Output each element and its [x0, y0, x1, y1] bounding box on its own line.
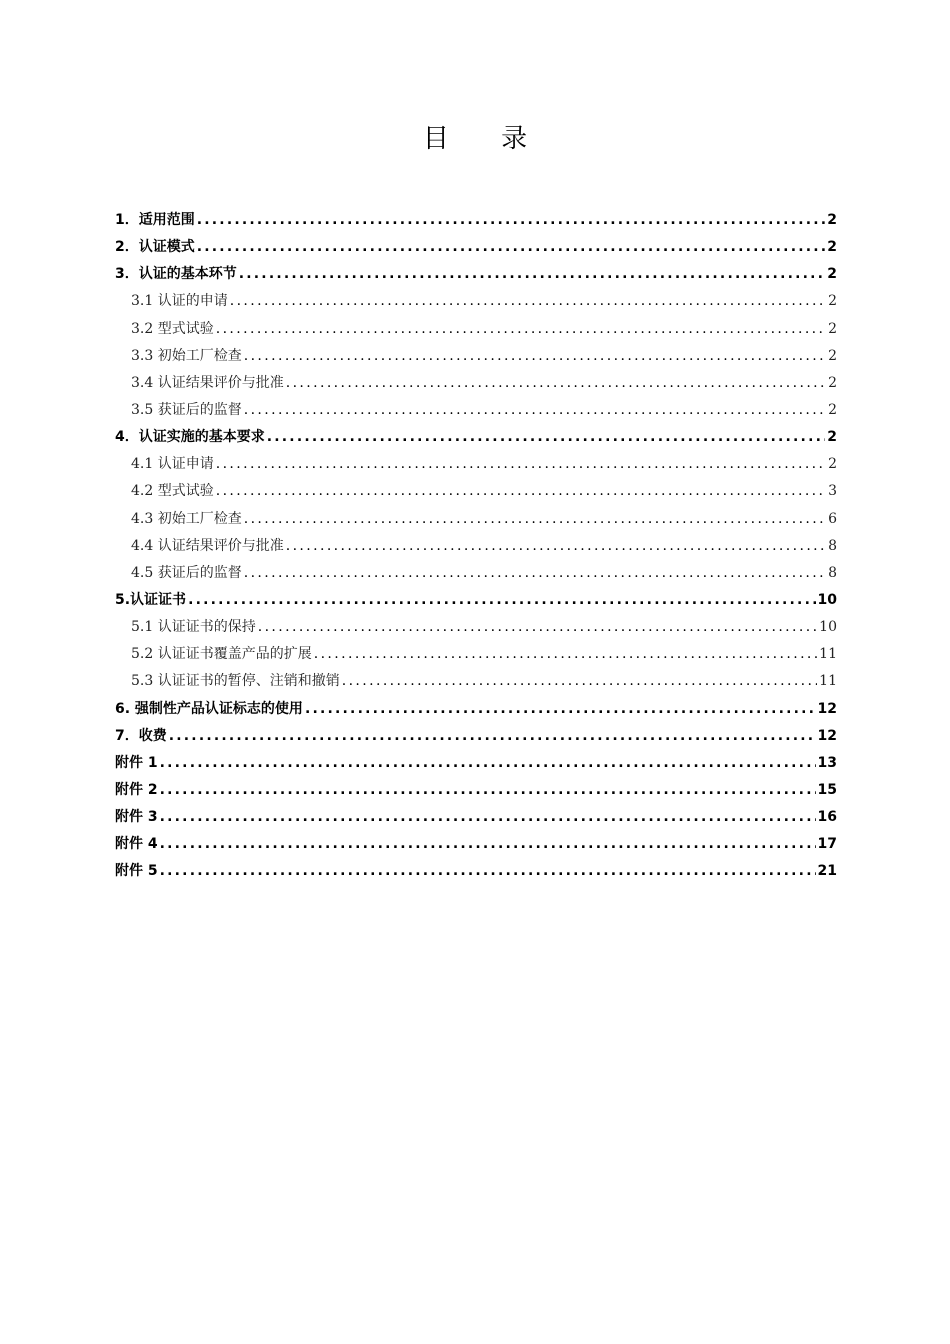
toc-dot-leader	[216, 316, 826, 343]
toc-entry-page-number: 2	[827, 239, 837, 256]
toc-entry-page-number: 2	[827, 429, 837, 446]
toc-dot-leader	[216, 478, 826, 505]
toc-entry-page-number: 2	[828, 320, 837, 337]
toc-entry-title: 3.5 获证后的监督	[131, 401, 242, 418]
toc-entry-page-number: 12	[817, 700, 837, 717]
toc-entry-page-number: 2	[828, 401, 837, 418]
toc-entry[interactable]	[115, 234, 837, 261]
toc-dot-leader	[169, 723, 816, 750]
toc-entry-page-number: 8	[828, 564, 837, 581]
toc-entry[interactable]	[115, 316, 837, 343]
toc-entry-page-number: 17	[817, 836, 837, 853]
toc-entry[interactable]	[115, 641, 837, 668]
toc-entry-title: 5.1 认证证书的保持	[131, 619, 256, 636]
toc-entry-page-number: 11	[819, 673, 837, 690]
toc-dot-leader	[267, 424, 826, 451]
toc-entry-title: 4.1 认证申请	[131, 456, 214, 473]
toc-entry-title: 3.2 型式试验	[131, 320, 214, 337]
toc-dot-leader	[244, 506, 826, 533]
toc-entry[interactable]	[115, 343, 837, 370]
toc-entry[interactable]	[115, 858, 837, 885]
toc-entry-title: 7．收费	[115, 727, 167, 744]
toc-entry[interactable]	[115, 777, 837, 804]
toc-entry-page-number: 15	[817, 781, 837, 798]
toc-entry[interactable]	[115, 533, 837, 560]
toc-entry-title: 附件 1	[115, 754, 158, 771]
toc-entry-title: 1．适用范围	[115, 212, 195, 228]
toc-entry-page-number: 21	[817, 863, 837, 880]
toc-entry-page-number: 2	[828, 293, 837, 310]
toc-dot-leader	[239, 261, 826, 288]
toc-dot-leader	[197, 234, 826, 261]
toc-entry-page-number: 2	[828, 347, 837, 364]
toc-entry[interactable]	[115, 668, 837, 695]
toc-entry[interactable]	[115, 288, 837, 315]
toc-entry-title: 5.认证证书	[115, 591, 187, 608]
toc-entry[interactable]	[115, 478, 837, 505]
toc-dot-leader	[244, 560, 826, 587]
toc-entry-page-number: 10	[819, 619, 837, 636]
toc-dot-leader	[244, 343, 826, 370]
toc-entry[interactable]	[115, 506, 837, 533]
toc-entry-title: 4.3 初始工厂检查	[131, 510, 242, 527]
toc-entry[interactable]	[115, 560, 837, 587]
toc-entry-title: 附件 4	[115, 836, 158, 853]
toc-entry[interactable]	[115, 451, 837, 478]
toc-dot-leader	[342, 668, 817, 695]
toc-entry-title: 附件 3	[115, 809, 158, 826]
toc-entry-page-number: 10	[817, 591, 837, 608]
toc-entry-title: 3.4 认证结果评价与批准	[131, 374, 284, 391]
toc-entry-page-number: 3	[828, 483, 837, 500]
toc-entry-title: 3.1 认证的申请	[131, 293, 228, 310]
toc-entry[interactable]	[115, 261, 837, 288]
toc-dot-leader	[160, 750, 816, 777]
toc-dot-leader	[286, 533, 826, 560]
toc-entry[interactable]	[115, 424, 837, 451]
toc-entry-page-number: 11	[819, 646, 837, 663]
toc-entry-title: 4.2 型式试验	[131, 483, 214, 500]
toc-entry[interactable]	[115, 207, 837, 234]
toc-entry-title: 4．认证实施的基本要求	[115, 429, 265, 446]
toc-entry-page-number: 13	[817, 754, 837, 771]
toc-entry-title: 附件 2	[115, 781, 158, 798]
toc-entry-title: 3．认证的基本环节	[115, 266, 237, 283]
toc-entry-title: 5.3 认证证书的暂停、注销和撤销	[131, 673, 340, 690]
toc-entry-page-number: 12	[817, 727, 837, 744]
table-of-contents	[115, 207, 837, 886]
toc-entry[interactable]	[115, 614, 837, 641]
toc-dot-leader	[160, 831, 816, 858]
toc-dot-leader	[244, 397, 826, 424]
toc-dot-leader	[216, 451, 826, 478]
toc-entry[interactable]	[115, 397, 837, 424]
page-title: 目 录	[422, 124, 550, 154]
toc-entry-title: 附件 5	[115, 863, 158, 880]
toc-entry-page-number: 2	[828, 456, 837, 473]
toc-dot-leader	[160, 777, 816, 804]
toc-entry[interactable]	[115, 587, 837, 614]
toc-entry-title: 4.5 获证后的监督	[131, 564, 242, 581]
toc-dot-leader	[160, 858, 816, 885]
toc-entry-page-number: 2	[827, 266, 837, 283]
toc-entry-page-number: 6	[828, 510, 837, 527]
toc-entry-title: 4.4 认证结果评价与批准	[131, 537, 284, 554]
toc-dot-leader	[305, 696, 816, 723]
toc-dot-leader	[197, 207, 826, 234]
toc-entry-title: 2．认证模式	[115, 239, 195, 256]
toc-dot-leader	[258, 614, 817, 641]
toc-entry[interactable]	[115, 723, 837, 750]
toc-dot-leader	[230, 288, 826, 315]
toc-entry-page-number: 2	[828, 374, 837, 391]
toc-entry[interactable]	[115, 804, 837, 831]
toc-dot-leader	[188, 587, 815, 614]
toc-entry-page-number: 8	[828, 537, 837, 554]
toc-entry[interactable]	[115, 831, 837, 858]
toc-entry-page-number: 16	[817, 809, 837, 826]
toc-entry-title: 5.2 认证证书覆盖产品的扩展	[131, 646, 312, 663]
toc-entry[interactable]	[115, 696, 837, 723]
toc-entry[interactable]	[115, 750, 837, 777]
toc-entry-title: 6. 强制性产品认证标志的使用	[115, 700, 303, 717]
toc-entry-title: 3.3 初始工厂检查	[131, 347, 242, 364]
toc-entry[interactable]	[115, 370, 837, 397]
toc-dot-leader	[314, 641, 817, 668]
toc-dot-leader	[160, 804, 816, 831]
toc-dot-leader	[286, 370, 826, 397]
toc-entry-page-number: 2	[827, 212, 837, 228]
